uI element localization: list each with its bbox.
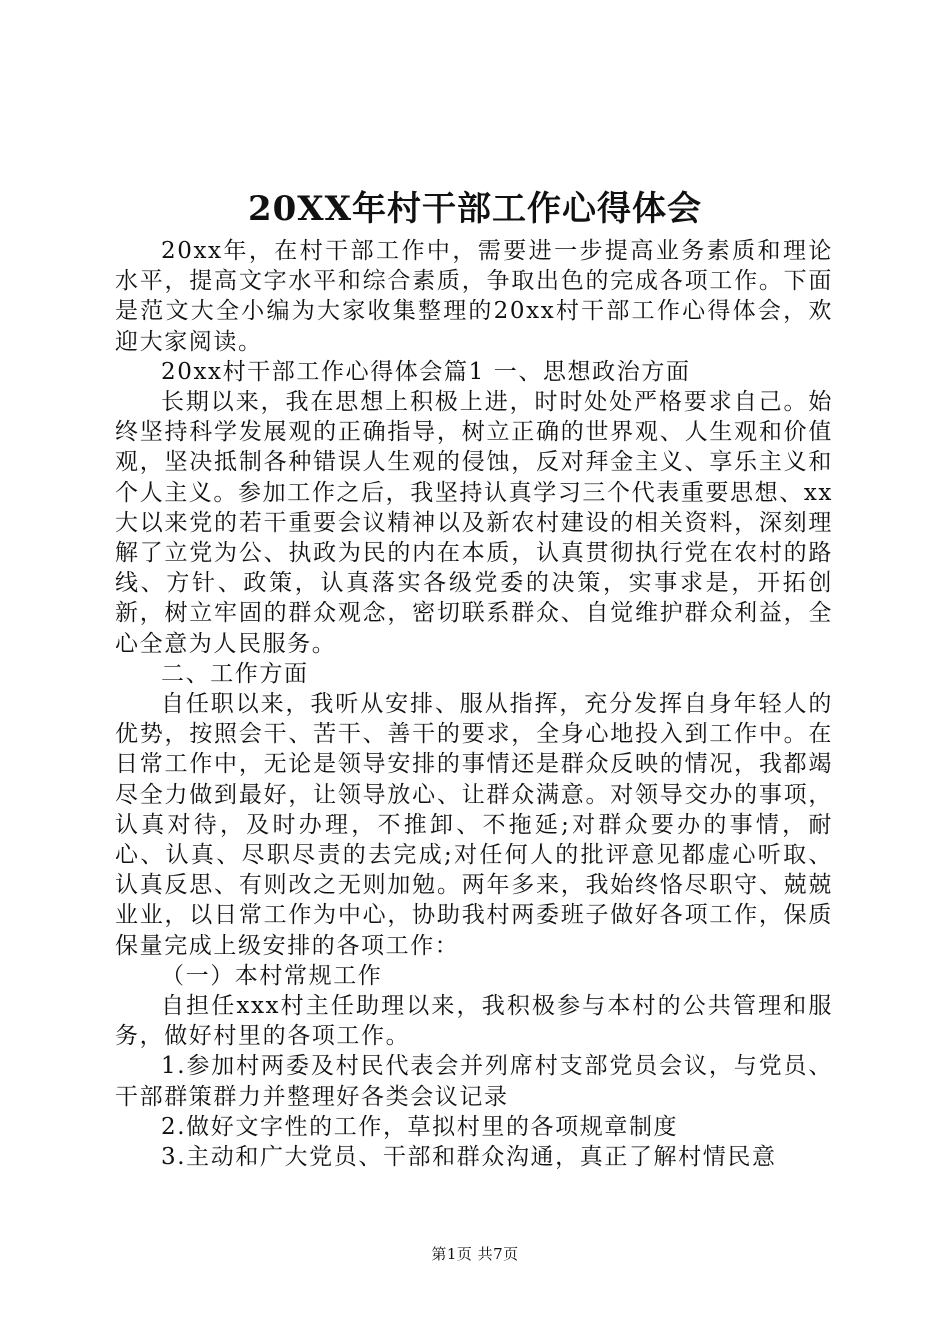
list-item-1: 1.参加村两委及村民代表会并列席村支部党员会议，与党员、干部群策群力并整理好各类会议记录 [115,1053,833,1110]
list-item-2: 2.做好文字性的工作，草拟村里的各项规章制度 [161,1113,679,1140]
section-heading-politics: 20xx村干部工作心得体会篇1 一、思想政治方面 [161,358,691,385]
paragraph-work: 自任职以来，我听从安排、服从指挥，充分发挥自身年轻人的优势，按照会干、苦干、善干的要求，全身心地投入到工作中。在日常工作中，无论是领导安排的事情还是群众反映的情况，我都竭尽全力做到最好，让领导放心、让群众满意。对领导交办的事项，认真对待，及时办理，不推卸、不拖延;对群众要办的事情，耐心、认真、尽职尽责的去完成;对任何人的批评意见都虚心听取、认真反思、有则改之无则加勉。两年多来，我始终恪尽职守、兢兢业业，以日常工作为中心，协助我村两委班子做好各项工作，保质保量完成上级安排的各项工作： [115,691,833,959]
paragraph-intro: 20xx年，在村干部工作中，需要进一步提高业务素质和理论水平，提高文字水平和综合素质，争取出色的完成各项工作。下面是范文大全小编为大家收集整理的20xx村干部工作心得体会，欢迎大家阅读。 [115,238,833,355]
section-heading-work: 二、工作方面 [161,660,309,687]
document-title: 20XX年村干部工作心得体会 [247,189,703,229]
list-item-3: 3.主动和广大党员、干部和群众沟通，真正了解村情民意 [161,1144,777,1171]
page-footer: 第1页 共7页 [431,1245,519,1263]
document-body [115,236,833,1172]
paragraph-routine: 自担任xxx村主任助理以来，我积极参与本村的公共管理和服务，做好村里的各项工作。 [115,993,833,1050]
paragraph-politics: 长期以来，我在思想上积极上进，时时处处严格要求自己。始终坚持科学发展观的正确指导，树立正确的世界观、人生观和价值观，坚决抵制各种错误人生观的侵蚀，反对拜金主义、享乐主义和个人主义。参加工作之后，我坚持认真学习三个代表重要思想、xx大以来党的若干重要会议精神以及新农村建设的相关资料，深刻理解了立党为公、执政为民的内在本质，认真贯彻执行党在农村的路线、方针、政策，认真落实各级党委的决策，实事求是，开拓创新，树立牢固的群众观念，密切联系群众、自觉维护群众利益，全心全意为人民服务。 [115,389,833,657]
subsection-heading-routine: （一）本村常规工作 [161,962,383,989]
